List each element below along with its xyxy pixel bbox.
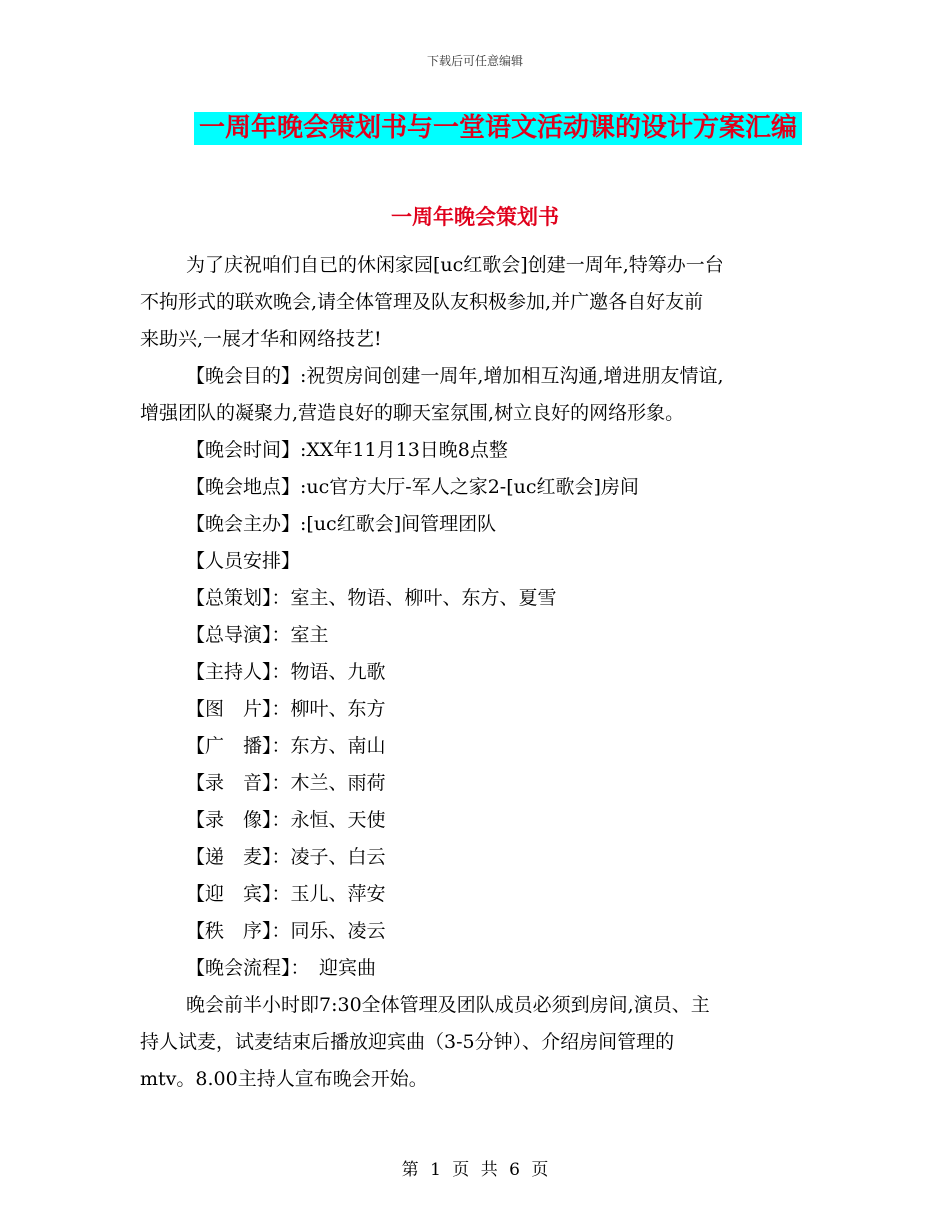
staff-item: 【递 麦】：凌子、白云 — [186, 846, 386, 868]
paragraph-line: 【晚会地点】:uc官方大厅-军人之家2-[uc红歌会]房间 — [186, 476, 639, 498]
staff-item: 【主持人】：物语、九歌 — [186, 661, 386, 683]
header-note: 下载后可任意编辑 — [426, 54, 523, 68]
paragraph-line: 不拘形式的联欢晚会,请全体管理及队友积极参加,并广邀各自好友前 — [140, 291, 704, 313]
paragraph-line: 增强团队的凝聚力,营造良好的聊天室氛围,树立良好的网络形象。 — [140, 402, 685, 424]
staff-item: 【录 像】：永恒、天使 — [186, 809, 386, 831]
paragraph-line: 【晚会流程】： 迎宾曲 — [186, 957, 377, 979]
page-footer: 第 1 页 共 6 页 — [401, 1160, 549, 1180]
staff-item: 【图 片】：柳叶、东方 — [186, 698, 386, 720]
paragraph-line: 晚会前半小时即7:30全体管理及团队成员必须到房间,演员、主 — [186, 994, 710, 1016]
paragraph-line: 持人试麦，试麦结束后播放迎宾曲（3-5分钟）、介绍房间管理的 — [140, 1031, 675, 1053]
document-title: 一周年晚会策划书与一堂语文活动课的设计方案汇编 — [194, 112, 802, 145]
staff-item: 【迎 宾】：玉儿、萍安 — [186, 883, 386, 905]
paragraph-line: 来助兴,一展才华和网络技艺! — [140, 328, 382, 350]
paragraph-line: mtv。8.00主持人宣布晚会开始。 — [140, 1068, 428, 1090]
staff-item: 【录 音】：木兰、雨荷 — [186, 772, 386, 794]
paragraph-line: 为了庆祝咱们自已的休闲家园[uc红歌会]创建一周年,特筹办一台 — [186, 254, 724, 276]
paragraph-line: 【人员安排】 — [186, 550, 301, 572]
paragraph-line: 【晚会主办】:[uc红歌会]间管理团队 — [186, 513, 497, 535]
paragraph-line: 【晚会时间】:XX年11月13日晚8点整 — [186, 439, 508, 461]
staff-item: 【总策划】：室主、物语、柳叶、东方、夏雪 — [186, 587, 557, 609]
paragraph-line: 【晚会目的】:祝贺房间创建一周年,增加相互沟通,增进朋友情谊, — [186, 365, 724, 387]
section-title: 一周年晚会策划书 — [391, 204, 559, 229]
staff-item: 【秩 序】：同乐、凌云 — [186, 920, 386, 942]
staff-item: 【总导演】：室主 — [186, 624, 329, 646]
staff-item: 【广 播】：东方、南山 — [186, 735, 386, 757]
